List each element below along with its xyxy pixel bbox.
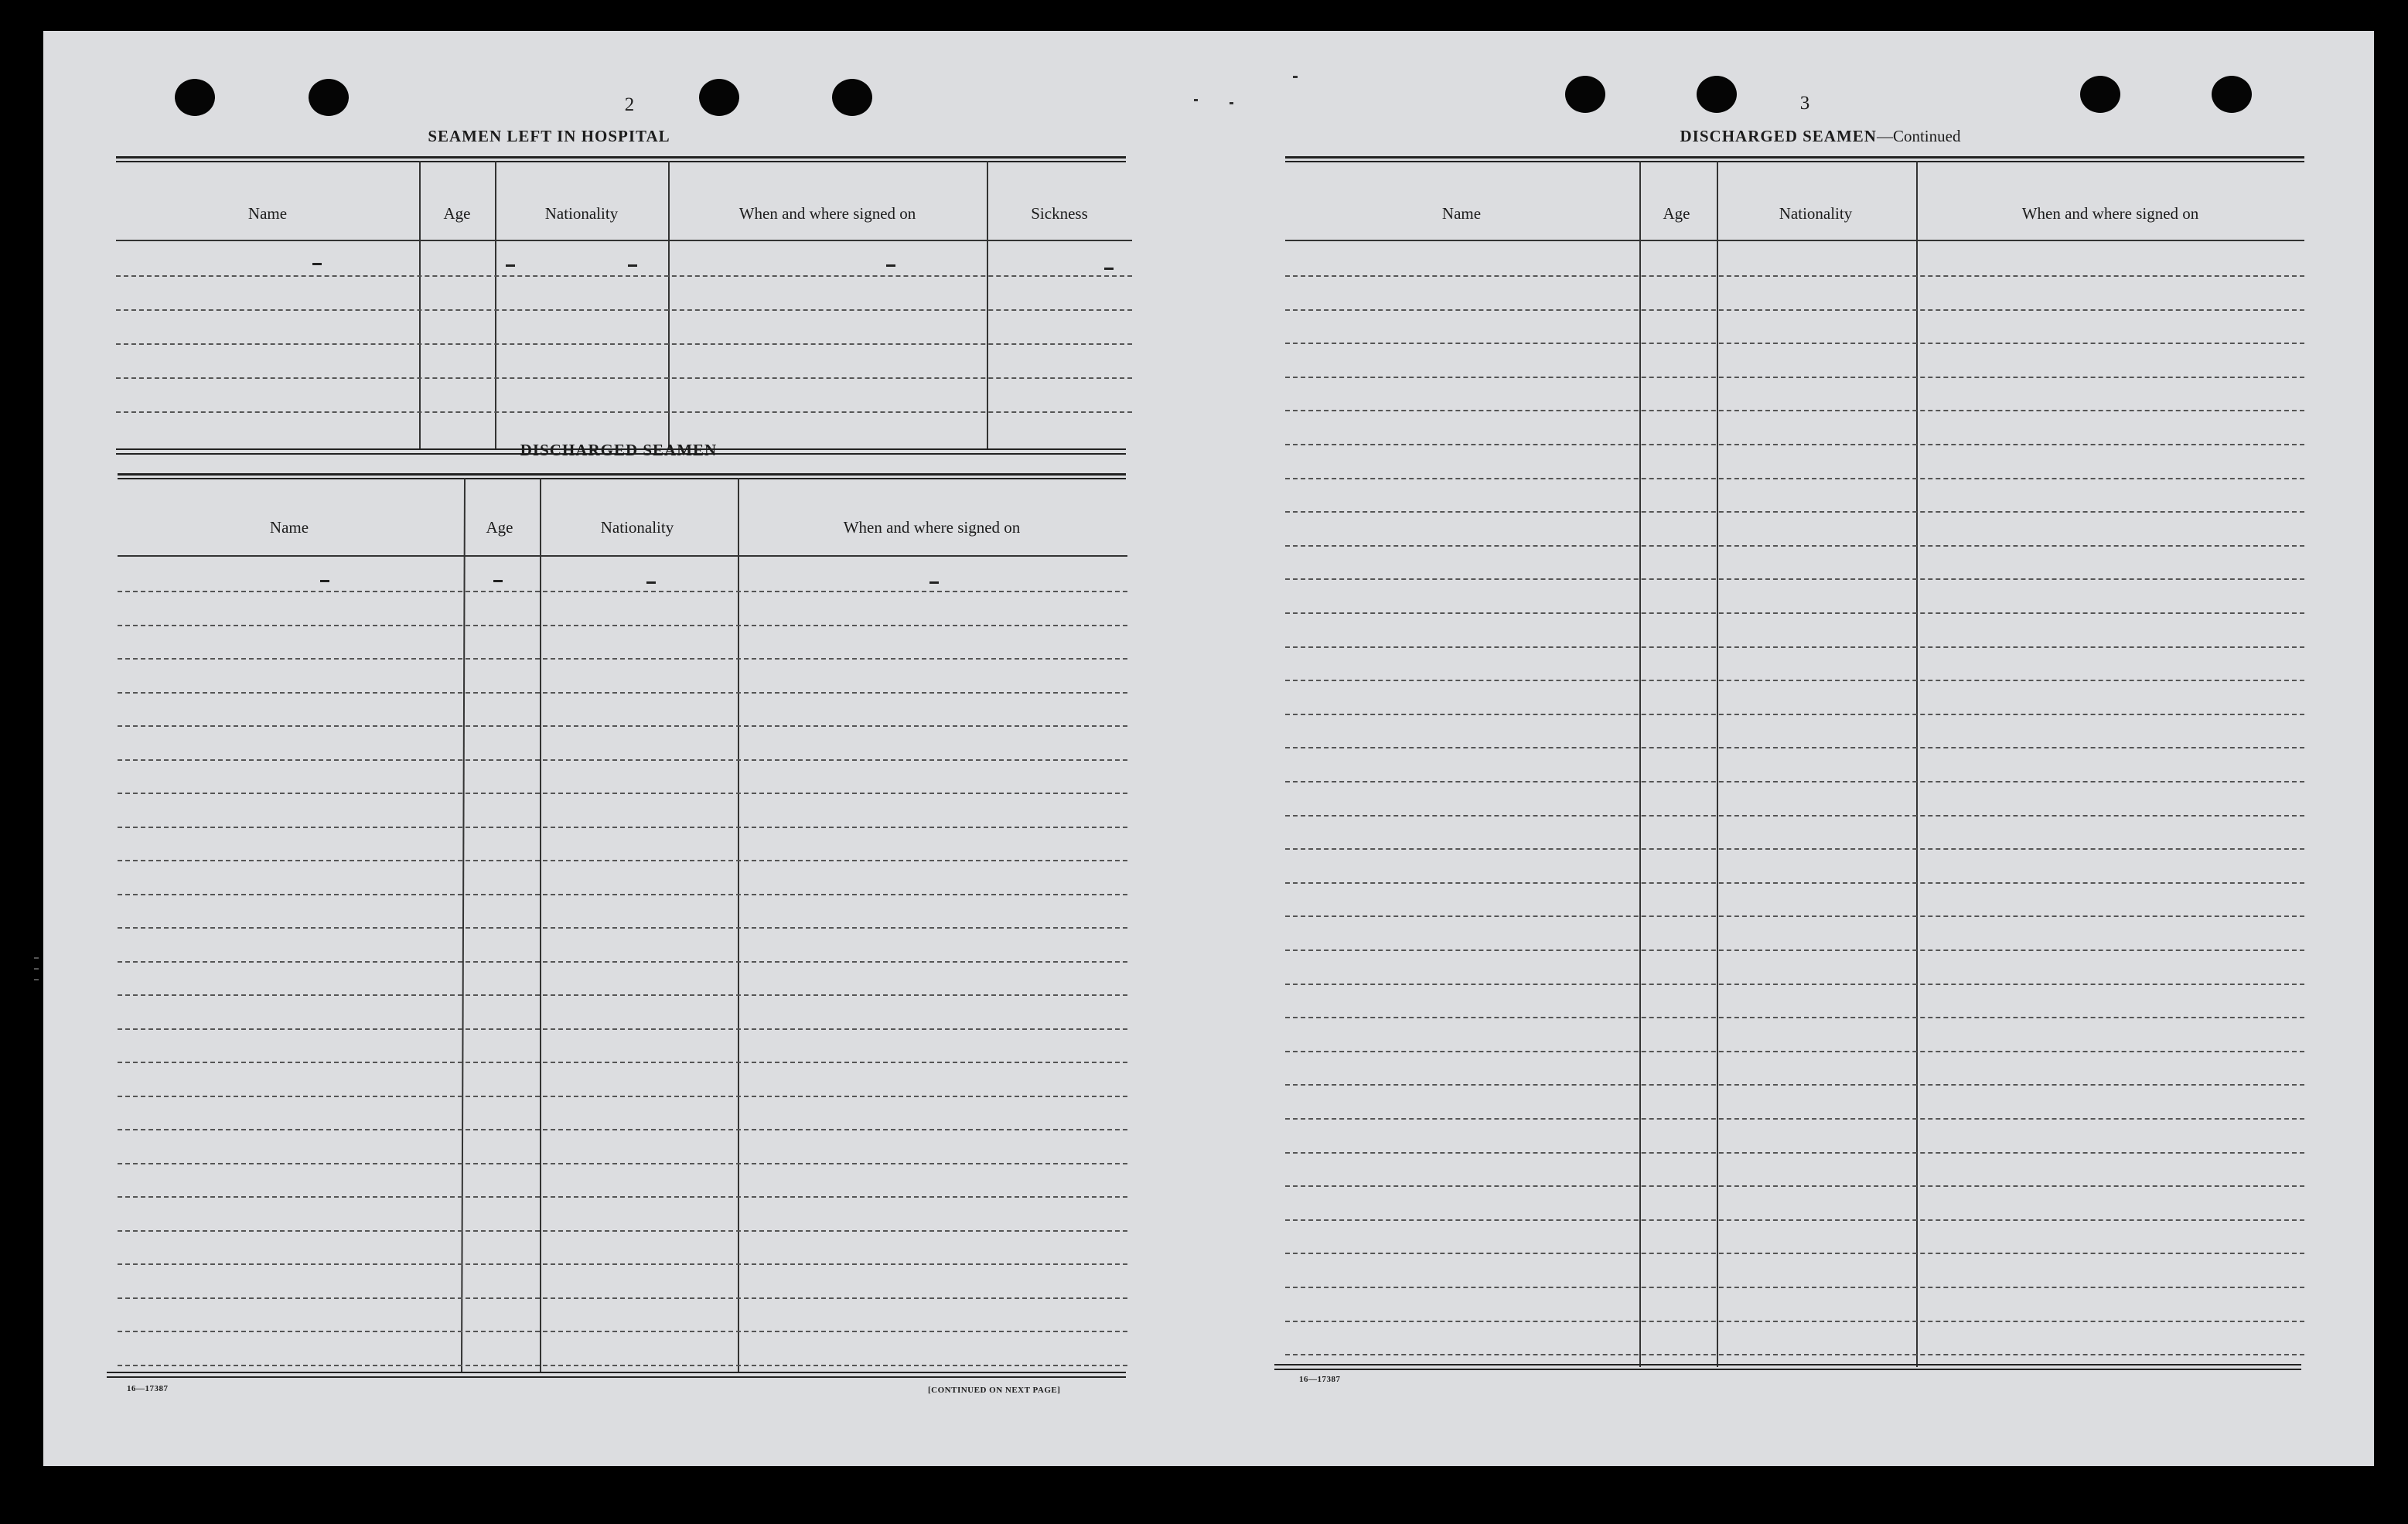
blank-entry-dash [628,264,637,267]
table-row [1285,309,2304,311]
table-row [1285,915,2304,917]
edge-mark [34,979,39,980]
discharged-continued-title [1550,127,2091,146]
column-header-sickness: Sickness [1031,204,1088,223]
table-row [118,894,1127,895]
blank-entry-dash [493,580,503,582]
table-row [1285,1017,2304,1018]
table-row [118,1163,1127,1164]
gutter-mark [1293,76,1298,78]
blank-entry-dash [320,580,329,582]
table-row [118,927,1127,929]
document-spread [43,31,2374,1466]
table-row [118,1062,1127,1063]
table-row [118,1129,1127,1130]
table-row [118,827,1127,828]
table-row [1285,410,2304,411]
punch-hole [175,79,215,116]
blank-entry-dash [929,581,939,584]
blank-entry-dash [312,263,322,265]
punch-hole [2080,76,2120,113]
table-row [118,692,1127,694]
header-rule [1285,240,2304,241]
column-header-age: Age [1663,204,1690,223]
edge-mark [34,968,39,970]
discharged-table-left [107,478,1127,1406]
page-number-left: 2 [624,94,635,115]
table-row [1285,511,2304,513]
table-row [1285,1253,2304,1254]
section-rule [1285,156,2304,159]
table-row [1285,578,2304,580]
table-row [1285,781,2304,782]
table-row [118,961,1127,963]
table-row [1285,1354,2304,1355]
table-row [116,275,1132,277]
form-number-right: 16—17387 [1299,1375,1341,1384]
column-divider [540,478,541,1372]
table-row [1285,747,2304,748]
table-row [1285,275,2304,277]
section-rule [1274,1364,2301,1365]
gutter-mark [1230,102,1233,104]
section-rule [107,1372,1126,1373]
column-header-nationality: Nationality [600,518,674,537]
edge-mark [34,957,39,959]
column-divider [738,478,739,1372]
blank-entry-dash [886,264,895,267]
header-rule [118,555,1127,557]
column-header-age: Age [486,518,513,537]
form-number-left: 16—17387 [127,1384,169,1393]
table-row [1285,444,2304,445]
table-row [118,759,1127,761]
table-row [118,725,1127,727]
punch-hole [699,79,739,116]
table-row [1285,1118,2304,1120]
table-row [116,309,1132,311]
table-row [1285,343,2304,344]
table-row [1285,815,2304,817]
column-header-nationality: Nationality [544,204,619,223]
table-row [1285,1185,2304,1187]
table-row [1285,1084,2304,1086]
table-row [1285,950,2304,951]
column-header-name: Name [247,204,288,223]
table-row [1285,680,2304,681]
table-row [1285,1152,2304,1154]
table-row [1285,1287,2304,1288]
continued-note: [CONTINUED ON NEXT PAGE] [928,1386,1061,1395]
column-header-signed-on: When and where signed on [738,204,916,223]
table-row [118,1331,1127,1332]
table-row [1285,1321,2304,1322]
gutter-mark [1194,99,1198,101]
table-row [1285,478,2304,479]
table-row [116,377,1132,379]
table-row [1285,1051,2304,1052]
table-row [118,793,1127,794]
table-row [1285,377,2304,378]
table-row [1285,848,2304,850]
column-divider [419,161,421,448]
table-row [118,1230,1127,1232]
section-rule [1274,1369,2301,1370]
punch-hole [1565,76,1605,113]
header-rule [116,240,1132,241]
punch-hole [832,79,872,116]
punch-hole [2212,76,2252,113]
discharged-section-title: DISCHARGED SEAMEN [520,441,718,459]
discharged-continued-title-text: DISCHARGED SEAMEN [1680,127,1877,145]
punch-hole [309,79,349,116]
table-row [118,658,1127,660]
table-row [118,1365,1127,1366]
section-rule [118,473,1126,476]
column-header-nationality: Nationality [1779,204,1853,223]
discharged-table-right [1274,161,2304,1406]
table-row [1285,612,2304,614]
table-row [118,625,1127,626]
column-header-signed-on: When and where signed on [2021,204,2199,223]
column-divider [495,161,496,448]
table-row [1285,714,2304,715]
table-row [1285,984,2304,985]
table-row [1285,646,2304,648]
section-rule [107,1376,1126,1378]
table-row [118,1096,1127,1097]
column-header-age: Age [443,204,471,223]
hospital-section-title: SEAMEN LEFT IN HOSPITAL [428,127,670,145]
column-divider [668,161,670,448]
table-row [116,411,1132,413]
table-row [118,1263,1127,1265]
table-row [118,860,1127,861]
column-header-name: Name [269,518,309,537]
punch-hole [1697,76,1737,113]
hospital-table [116,161,1129,452]
page-number-right: 3 [1799,93,1810,114]
column-divider [461,478,466,1372]
blank-entry-dash [1104,268,1114,270]
continued-suffix: —Continued [1876,127,1961,145]
table-row [118,1196,1127,1198]
table-row [118,591,1127,592]
column-header-name: Name [1441,204,1482,223]
section-rule [116,156,1126,159]
blank-entry-dash [506,264,515,267]
table-row [1285,1219,2304,1221]
table-row [118,994,1127,996]
blank-entry-dash [646,581,656,584]
table-row [1285,882,2304,884]
table-row [1285,545,2304,547]
column-header-signed-on: When and where signed on [843,518,1021,537]
column-divider [987,161,988,448]
table-row [118,1028,1127,1030]
table-row [116,343,1132,345]
table-row [118,1297,1127,1299]
